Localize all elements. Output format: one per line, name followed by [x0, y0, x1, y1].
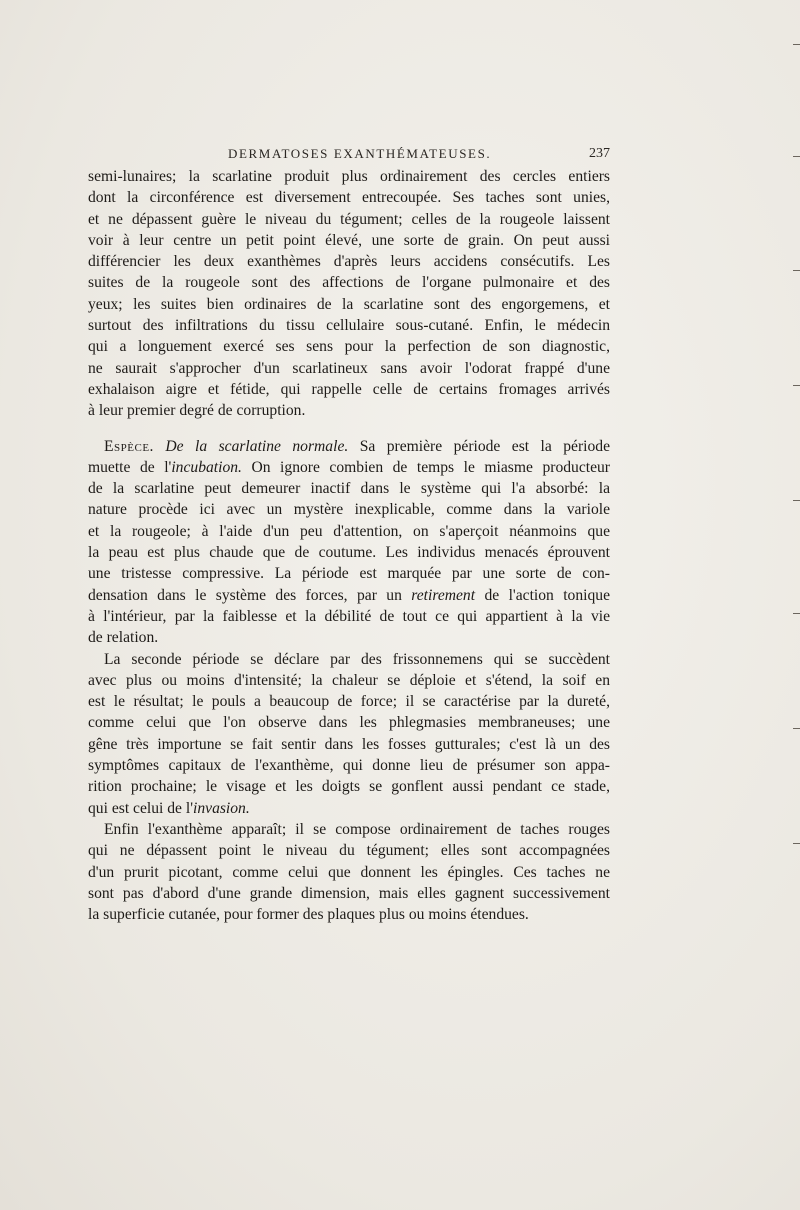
species-label: Espèce.: [104, 437, 154, 455]
italic-term: incubation.: [171, 458, 242, 476]
paragraph-continuation: [88, 166, 610, 422]
paragraph-eruption: [88, 819, 610, 925]
text-fragment: qui est celui de l': [88, 799, 194, 817]
text-line: de relation.: [88, 629, 159, 647]
text-line: est le résultat; le pouls a beaucoup de force; il se caractérise par la dureté,: [88, 693, 610, 711]
text-line: gêne très importune se fait sentir dans les fosses gutturales; c'est là un des: [88, 735, 610, 753]
text-line: suites de la rougeole sont des affections de l'organe pulmonaire et des: [88, 274, 610, 292]
text-fragment: densation dans le système des forces, par un: [88, 586, 412, 604]
italic-term: retirement: [411, 586, 476, 604]
margin-mark: [793, 44, 800, 45]
text-line: surtout des infiltrations du tissu cellulaire sous-cutané. Enfin, le médecin: [88, 317, 610, 335]
text-line: [88, 798, 610, 819]
margin-mark: [793, 156, 800, 157]
text-line: la superficie cutanée, pour former des plaques plus ou moins étendues.: [88, 906, 529, 924]
text-line: La seconde période se déclare par des frissonnemens qui se succèdent: [104, 650, 610, 668]
text-line: sont pas d'abord d'une grande dimension, mais elles gagnent successivement: [88, 884, 610, 902]
text-line: semi-lunaires; la scarlatine produit plus ordinairement des cercles entiers: [88, 168, 610, 185]
text-line: [88, 436, 610, 457]
text-line: comme celui que l'on observe dans les phlegmasies membraneuses; une: [88, 714, 610, 732]
text-line: voir à leur centre un petit point élevé, une sorte de grain. On peut aussi: [88, 231, 610, 249]
page-number: 237: [589, 146, 610, 161]
paragraph-gap: [88, 422, 610, 436]
running-head: [88, 146, 610, 166]
text-fragment: de l'action tonique: [475, 586, 610, 604]
text-line: d'un prurit picotant, comme celui que donnent les épingles. Ces taches ne: [88, 863, 610, 881]
text-line: exhalaison aigre et fétide, qui rappelle celle de certains fromages arrivés: [88, 380, 610, 398]
margin-mark: [793, 500, 800, 501]
margin-mark: [793, 843, 800, 844]
text-line: différencier les deux exanthèmes d'après leurs accidens consécutifs. Les: [88, 253, 610, 271]
text-line: à leur premier degré de corruption.: [88, 402, 306, 420]
margin-mark: [793, 270, 800, 271]
text-line: nature procède ici avec un mystère inexplicable, comme dans la variole: [88, 501, 610, 519]
text-line: à l'intérieur, par la faiblesse et la débilité de tout ce qui appartient à la vie: [88, 607, 610, 625]
running-title: DERMATOSES EXANTHÉMATEUSES.: [228, 146, 492, 161]
margin-mark: [793, 613, 800, 614]
text-line: la peau est plus chaude que de coutume. Les individus menacés éprouvent: [88, 544, 610, 562]
margin-mark: [793, 385, 800, 386]
text-line: et la rougeole; à l'aide d'un peu d'attention, on s'aperçoit néanmoins que: [88, 522, 610, 540]
text-line: avec plus ou moins d'intensité; la chaleur se déploie et s'étend, la soif en: [88, 671, 610, 689]
margin-mark: [793, 728, 800, 729]
text-line: ne saurait s'approcher d'un scarlatineux sans avoir l'odorat frappé d'une: [88, 359, 610, 377]
text-line: et ne dépassent guère le niveau du tégument; celles de la rougeole laissent: [88, 210, 610, 228]
text-line: de la scarlatine peut demeurer inactif dans le système qui l'a absorbé: la: [88, 480, 610, 498]
text-line: yeux; les suites bien ordinaires de la scarlatine sont des engorgemens, et: [88, 295, 610, 313]
text-line: dont la circonférence est diversement entrecoupée. Ses taches sont unies,: [88, 189, 610, 207]
text-line: rition prochaine; le visage et les doigts se gonflent aussi pendant ce stade,: [88, 778, 610, 796]
text-line: une tristesse compressive. La période est marquée par une sorte de con-: [88, 565, 610, 583]
paragraph-species: [88, 436, 610, 649]
paragraph-second-period: [88, 649, 610, 819]
text-fragment: muette de l': [88, 458, 172, 476]
text-line: symptômes capitaux de l'exanthème, qui donne lieu de présumer son appa-: [88, 757, 610, 775]
text-line: qui a longuement exercé ses sens pour la perfection de son diagnostic,: [88, 338, 610, 356]
text-line: [88, 585, 610, 606]
text-fragment: Sa première période est la période: [359, 437, 611, 455]
text-fragment: On ignore combien de temps le miasme producteur: [241, 458, 610, 476]
text-line: Enfin l'exanthème apparaît; il se compose ordinairement de taches rouges: [104, 820, 610, 838]
body-text: [88, 166, 610, 925]
species-name: De la scarlatine normale.: [165, 437, 349, 455]
text-line: [88, 457, 610, 478]
italic-term: invasion.: [193, 799, 250, 817]
text-line: qui ne dépassent point le niveau du tégument; elles sont accompagnées: [88, 842, 610, 860]
